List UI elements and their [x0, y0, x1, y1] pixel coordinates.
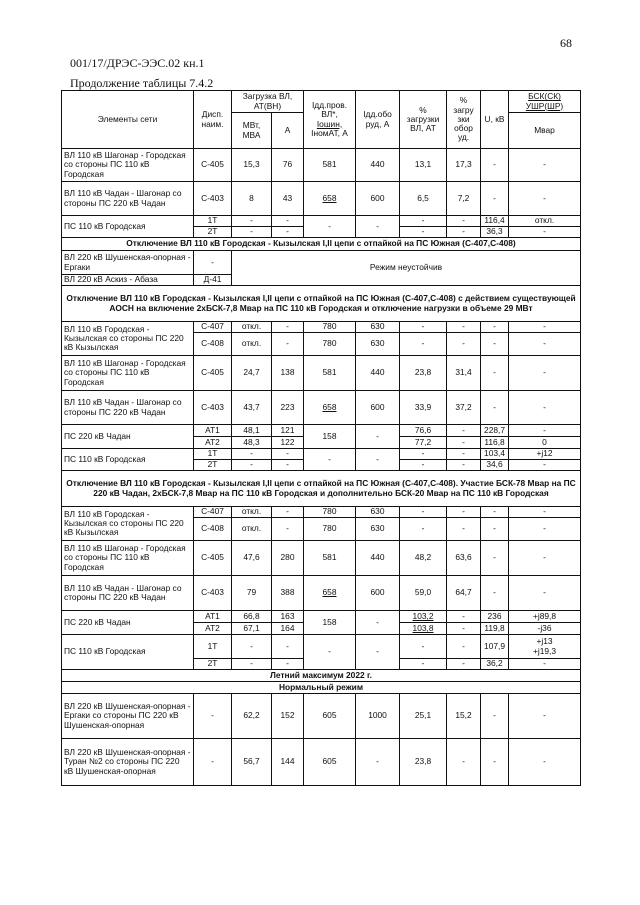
cell-amp: - — [272, 449, 304, 460]
cell-mvar: откл. — [509, 216, 581, 227]
table-row — [62, 694, 581, 739]
cell-amp: 76 — [272, 149, 304, 182]
cell-amp: - — [272, 460, 304, 471]
cell-pct-load: - — [400, 518, 447, 541]
cell-iddo: - — [356, 425, 400, 449]
header-row-1 — [62, 91, 581, 113]
cell-pct-load: - — [400, 333, 447, 356]
cell-disp: С-407 — [194, 322, 232, 333]
header-pct-equip: % загру зки обор уд. — [447, 91, 481, 149]
cell-mw: - — [232, 227, 272, 238]
cell-pct-equip: - — [447, 611, 481, 623]
header-voltage: U, кВ — [481, 91, 509, 149]
cell-amp: - — [272, 322, 304, 333]
section-row — [62, 670, 581, 682]
cell-mw: откл. — [232, 333, 272, 356]
cell-pct-load: 103,8 — [400, 623, 447, 635]
cell-pct-load: - — [400, 460, 447, 471]
cell-voltage: - — [481, 322, 509, 333]
cell-mvar: 0 — [509, 437, 581, 449]
cell-amp: - — [272, 333, 304, 356]
cell-disp: С-405 — [194, 541, 232, 576]
cell-disp: - — [194, 739, 232, 786]
header-mvt: МВт, МВА — [232, 113, 272, 149]
cell-element: ВЛ 110 кВ Городская - Кызылская со стороны ПС 220 кВ Кызылская — [62, 507, 194, 541]
cell-pct-equip: 31,4 — [447, 356, 481, 391]
cell-idd: 605 — [304, 694, 356, 739]
cell-amp: 122 — [272, 437, 304, 449]
cell-mw: 48,3 — [232, 437, 272, 449]
header-amp: А — [272, 113, 304, 149]
header-pct-load: % загрузки ВЛ, АТ — [400, 91, 447, 149]
cell-mvar: - — [509, 460, 581, 471]
cell-mw: 67,1 — [232, 623, 272, 635]
header-mvar: Мвар — [509, 113, 581, 149]
cell-mw: 43,7 — [232, 391, 272, 425]
cell-amp: 223 — [272, 391, 304, 425]
cell-idd: 780 — [304, 322, 356, 333]
cell-amp: 121 — [272, 425, 304, 437]
cell-voltage: 36,3 — [481, 227, 509, 238]
cell-disp: С-403 — [194, 182, 232, 216]
cell-pct-load: - — [400, 216, 447, 227]
cell-element: ВЛ 220 кВ Шушенская-опорная - Ергаки — [62, 251, 194, 275]
cell-element: ВЛ 110 кВ Городская - Кызылская со стороны ПС 220 кВ Кызылская — [62, 322, 194, 356]
cell-mw: - — [232, 460, 272, 471]
cell-pct-load: - — [400, 507, 447, 518]
cell-transformer: 2Т — [194, 227, 232, 238]
header-idd-prov-line3: IномАТ, А — [311, 127, 348, 138]
cell-pct-load: 103,2 — [400, 611, 447, 623]
cell-pct-load: 6,5 — [400, 182, 447, 216]
cell-voltage: - — [481, 391, 509, 425]
cell-pct-equip: - — [447, 216, 481, 227]
cell-mw: 47,6 — [232, 541, 272, 576]
cell-voltage: - — [481, 507, 509, 518]
cell-element: ВЛ 220 кВ Шушенская-опорная - Ергаки со стороны ПС 220 кВ Шушенская-опорная — [62, 694, 194, 739]
cell-idd: 605 — [304, 739, 356, 786]
cell-element: ВЛ 110 кВ Чадан - Шагонар со стороны ПС 220 кВ Чадан — [62, 182, 194, 216]
cell-pct-load: 23,8 — [400, 356, 447, 391]
cell-idd: 658 — [304, 391, 356, 425]
cell-pct-load: 23,8 — [400, 739, 447, 786]
cell-amp: 280 — [272, 541, 304, 576]
cell-voltage: - — [481, 518, 509, 541]
cell-pct-load: - — [400, 322, 447, 333]
cell-voltage: - — [481, 182, 509, 216]
cell-element: ПС 110 кВ Городская — [62, 216, 194, 238]
cell-iddo: - — [356, 449, 400, 471]
cell-mvar: - — [509, 694, 581, 739]
cell-pct-load: - — [400, 449, 447, 460]
cell-amp: 144 — [272, 739, 304, 786]
cell-disp: С-405 — [194, 356, 232, 391]
cell-pct-load: 33,9 — [400, 391, 447, 425]
table-row — [62, 449, 581, 460]
mvar-line-2: +j19,3 — [532, 645, 557, 656]
cell-mw: 15,3 — [232, 149, 272, 182]
cell-amp: 388 — [272, 576, 304, 611]
cell-mw: откл. — [232, 322, 272, 333]
cell-disp: - — [194, 694, 232, 739]
cell-mvar: +j89,8 — [509, 611, 581, 623]
cell-iddo: 630 — [356, 518, 400, 541]
document-code: 001/17/ДРЭС-ЭЭС.02 кн.1 — [70, 56, 205, 70]
cell-pct-load: 25,1 — [400, 694, 447, 739]
cell-element: ПС 110 кВ Городская — [62, 635, 194, 670]
cell-mvar: - — [509, 659, 581, 670]
cell-iddo: - — [356, 635, 400, 670]
cell-iddo: - — [356, 611, 400, 635]
cell-pct-load: 59,0 — [400, 576, 447, 611]
cell-mvar: -j36 — [509, 623, 581, 635]
cell-mvar: - — [509, 333, 581, 356]
mvar-line-1: +j13 — [536, 636, 553, 647]
section-heading: Нормальный режим — [62, 682, 581, 694]
cell-idd: 581 — [304, 541, 356, 576]
cell-idd: 780 — [304, 507, 356, 518]
table-row — [62, 251, 581, 275]
cell-iddo: 630 — [356, 507, 400, 518]
cell-disp: Д-41 — [194, 275, 232, 286]
cell-mvar — [509, 635, 581, 659]
header-bsk: БСК(СК) УШР(ШР) — [509, 91, 581, 113]
section-row — [62, 682, 581, 694]
cell-mw: 66,8 — [232, 611, 272, 623]
cell-regime: Режим неустойчив — [232, 251, 581, 286]
cell-pct-equip: - — [447, 739, 481, 786]
header-disp: Дисп. наим. — [194, 91, 232, 149]
cell-mvar: - — [509, 507, 581, 518]
cell-mvar: - — [509, 182, 581, 216]
cell-element: ВЛ 220 кВ Аскиз - Абаза — [62, 275, 194, 286]
cell-transformer: 2Т — [194, 659, 232, 670]
cell-idd: - — [304, 635, 356, 670]
cell-pct-equip: 37,2 — [447, 391, 481, 425]
cell-disp: - — [194, 251, 232, 275]
cell-element: ВЛ 110 кВ Шагонар - Городская со стороны ПС 110 кВ Городская — [62, 356, 194, 391]
cell-mw: - — [232, 659, 272, 670]
cell-voltage: - — [481, 356, 509, 391]
cell-voltage: - — [481, 739, 509, 786]
cell-mw: откл. — [232, 507, 272, 518]
cell-element: ПС 110 кВ Городская — [62, 449, 194, 471]
table-row — [62, 541, 581, 576]
cell-pct-equip: - — [447, 635, 481, 659]
cell-pct-equip: - — [447, 333, 481, 356]
cell-voltage: - — [481, 149, 509, 182]
data-table — [61, 90, 581, 786]
cell-iddo: 630 — [356, 322, 400, 333]
cell-iddo: 600 — [356, 391, 400, 425]
cell-transformer: 1Т — [194, 216, 232, 227]
cell-mvar: - — [509, 391, 581, 425]
cell-pct-equip: 7,2 — [447, 182, 481, 216]
cell-mw: 24,7 — [232, 356, 272, 391]
table-row — [62, 739, 581, 786]
cell-element: ВЛ 110 кВ Шагонар - Городская со стороны ПС 110 кВ Городская — [62, 541, 194, 576]
table-row — [62, 322, 581, 333]
table-row — [62, 507, 581, 518]
cell-amp: 152 — [272, 694, 304, 739]
table-row — [62, 216, 581, 227]
cell-iddo: 600 — [356, 182, 400, 216]
cell-mvar: - — [509, 739, 581, 786]
cell-voltage: 107,9 — [481, 635, 509, 659]
cell-iddo: 600 — [356, 576, 400, 611]
cell-mw: 62,2 — [232, 694, 272, 739]
cell-element: ПС 220 кВ Чадан — [62, 611, 194, 635]
cell-mvar: - — [509, 576, 581, 611]
cell-mw: 79 — [232, 576, 272, 611]
cell-voltage: - — [481, 694, 509, 739]
cell-idd: 780 — [304, 333, 356, 356]
cell-voltage: 228,7 — [481, 425, 509, 437]
cell-disp: С-405 — [194, 149, 232, 182]
cell-mw: - — [232, 216, 272, 227]
cell-mw: 48,1 — [232, 425, 272, 437]
cell-amp: - — [272, 216, 304, 227]
cell-idd: 581 — [304, 356, 356, 391]
cell-pct-equip: - — [447, 623, 481, 635]
cell-iddo: 1000 — [356, 694, 400, 739]
cell-idd: 158 — [304, 611, 356, 635]
cell-voltage: 116,4 — [481, 216, 509, 227]
cell-voltage: - — [481, 576, 509, 611]
cell-idd: 658 — [304, 576, 356, 611]
cell-pct-equip: - — [447, 425, 481, 437]
cell-mvar: - — [509, 149, 581, 182]
cell-pct-equip: 64,7 — [447, 576, 481, 611]
section-heading: Отключение ВЛ 110 кВ Городская - Кызылская I,II цепи с отпайкой на ПС Южная (С-407,С-408) с действием существующей АОСН на включение 2хБСК-7,8 Мвар на ПС 110 кВ Городская и отключение нагрузки в объеме 29 МВт — [62, 286, 581, 322]
table-row — [62, 576, 581, 611]
section-row — [62, 286, 581, 322]
table-continuation-caption: Продолжение таблицы 7.4.2 — [70, 76, 214, 90]
cell-voltage: 34,6 — [481, 460, 509, 471]
table-row — [62, 149, 581, 182]
cell-pct-equip: - — [447, 507, 481, 518]
cell-mw: откл. — [232, 518, 272, 541]
cell-mw: - — [232, 635, 272, 659]
cell-disp: С-403 — [194, 576, 232, 611]
cell-element: ВЛ 110 кВ Чадан - Шагонар со стороны ПС 220 кВ Чадан — [62, 391, 194, 425]
cell-transformer: 1Т — [194, 635, 232, 659]
table-row — [62, 182, 581, 216]
section-heading: Отключение ВЛ 110 кВ Городская - Кызылская I,II цепи с отпайкой на ПС Южная (С-407,С-408) — [62, 238, 581, 251]
section-row — [62, 238, 581, 251]
cell-idd: 158 — [304, 425, 356, 449]
cell-iddo: - — [356, 216, 400, 238]
cell-mvar: - — [509, 356, 581, 391]
table-row — [62, 356, 581, 391]
header-load: Загрузка ВЛ, АТ(ВН) — [232, 91, 304, 113]
cell-idd: - — [304, 216, 356, 238]
cell-pct-equip: - — [447, 227, 481, 238]
section-heading: Летний максимум 2022 г. — [62, 670, 581, 682]
header-idd-prov-line1: Iдд.пров. ВЛ*, — [311, 100, 348, 120]
cell-voltage: 103,4 — [481, 449, 509, 460]
header-idd-prov — [304, 91, 356, 149]
header-idd-obo: Iдд.обо руд, А — [356, 91, 400, 149]
cell-mvar: - — [509, 322, 581, 333]
cell-mvar: +j12 — [509, 449, 581, 460]
cell-pct-load: - — [400, 659, 447, 670]
cell-voltage: - — [481, 333, 509, 356]
cell-pct-equip: - — [447, 437, 481, 449]
cell-voltage: - — [481, 541, 509, 576]
cell-iddo: 440 — [356, 541, 400, 576]
header-elements: Элементы сети — [62, 91, 194, 149]
cell-transformer: АТ1 — [194, 425, 232, 437]
page-number: 68 — [560, 36, 572, 50]
table-row — [62, 391, 581, 425]
section-heading: Отключение ВЛ 110 кВ Городская - Кызылская I,II цепи с отпайкой на ПС Южная (С-407,С-408). Участие БСК-78 Мвар на ПС 220 кВ Чадан, 2хБСК-7,8 Мвар на ПС 110 кВ Городская и дополнительно БСК-20 Мвар на ПС 110 кВ Городская — [62, 471, 581, 507]
cell-pct-equip: - — [447, 322, 481, 333]
cell-pct-load: 76,6 — [400, 425, 447, 437]
cell-mvar: - — [509, 541, 581, 576]
cell-voltage: 236 — [481, 611, 509, 623]
cell-mvar: - — [509, 227, 581, 238]
cell-transformer: АТ2 — [194, 623, 232, 635]
cell-amp: 163 — [272, 611, 304, 623]
cell-mw: 56,7 — [232, 739, 272, 786]
cell-iddo: 630 — [356, 333, 400, 356]
cell-amp: 138 — [272, 356, 304, 391]
cell-amp: - — [272, 518, 304, 541]
cell-idd: - — [304, 449, 356, 471]
cell-element: ВЛ 220 кВ Шушенская-опорная - Туран №2 со стороны ПС 220 кВ Шушенская-опорная — [62, 739, 194, 786]
cell-pct-equip: 15,2 — [447, 694, 481, 739]
cell-transformer: АТ2 — [194, 437, 232, 449]
cell-iddo: 440 — [356, 149, 400, 182]
cell-mvar: - — [509, 518, 581, 541]
cell-mw: 8 — [232, 182, 272, 216]
cell-amp: 164 — [272, 623, 304, 635]
cell-pct-load: 13,1 — [400, 149, 447, 182]
cell-iddo: - — [356, 739, 400, 786]
cell-iddo: 440 — [356, 356, 400, 391]
cell-pct-equip: 17,3 — [447, 149, 481, 182]
cell-disp: С-403 — [194, 391, 232, 425]
cell-transformer: 2Т — [194, 460, 232, 471]
cell-mw: - — [232, 449, 272, 460]
cell-disp: С-408 — [194, 333, 232, 356]
table-row — [62, 635, 581, 659]
cell-amp: - — [272, 635, 304, 659]
cell-transformer: 1Т — [194, 449, 232, 460]
cell-voltage: 36,2 — [481, 659, 509, 670]
cell-element: ВЛ 110 кВ Шагонар - Городская со стороны ПС 110 кВ Городская — [62, 149, 194, 182]
cell-pct-equip: - — [447, 460, 481, 471]
cell-pct-load: - — [400, 227, 447, 238]
cell-element: ВЛ 110 кВ Чадан - Шагонар со стороны ПС 220 кВ Чадан — [62, 576, 194, 611]
table-row — [62, 425, 581, 437]
cell-transformer: АТ1 — [194, 611, 232, 623]
cell-pct-equip: - — [447, 449, 481, 460]
cell-pct-load: - — [400, 635, 447, 659]
cell-pct-equip: 63,6 — [447, 541, 481, 576]
cell-idd: 581 — [304, 149, 356, 182]
section-row — [62, 471, 581, 507]
cell-voltage: 119,8 — [481, 623, 509, 635]
table-row — [62, 611, 581, 623]
cell-mvar: - — [509, 425, 581, 437]
cell-pct-equip: - — [447, 659, 481, 670]
cell-amp: - — [272, 227, 304, 238]
cell-idd: 658 — [304, 182, 356, 216]
cell-amp: 43 — [272, 182, 304, 216]
cell-pct-load: 77,2 — [400, 437, 447, 449]
cell-amp: - — [272, 659, 304, 670]
header-idd-prov-line2: Iошин, — [316, 118, 343, 129]
cell-pct-equip: - — [447, 518, 481, 541]
cell-disp: С-407 — [194, 507, 232, 518]
cell-pct-load: 48,2 — [400, 541, 447, 576]
cell-disp: С-408 — [194, 518, 232, 541]
cell-voltage: 116,8 — [481, 437, 509, 449]
cell-amp: - — [272, 507, 304, 518]
cell-element: ПС 220 кВ Чадан — [62, 425, 194, 449]
cell-idd: 780 — [304, 518, 356, 541]
